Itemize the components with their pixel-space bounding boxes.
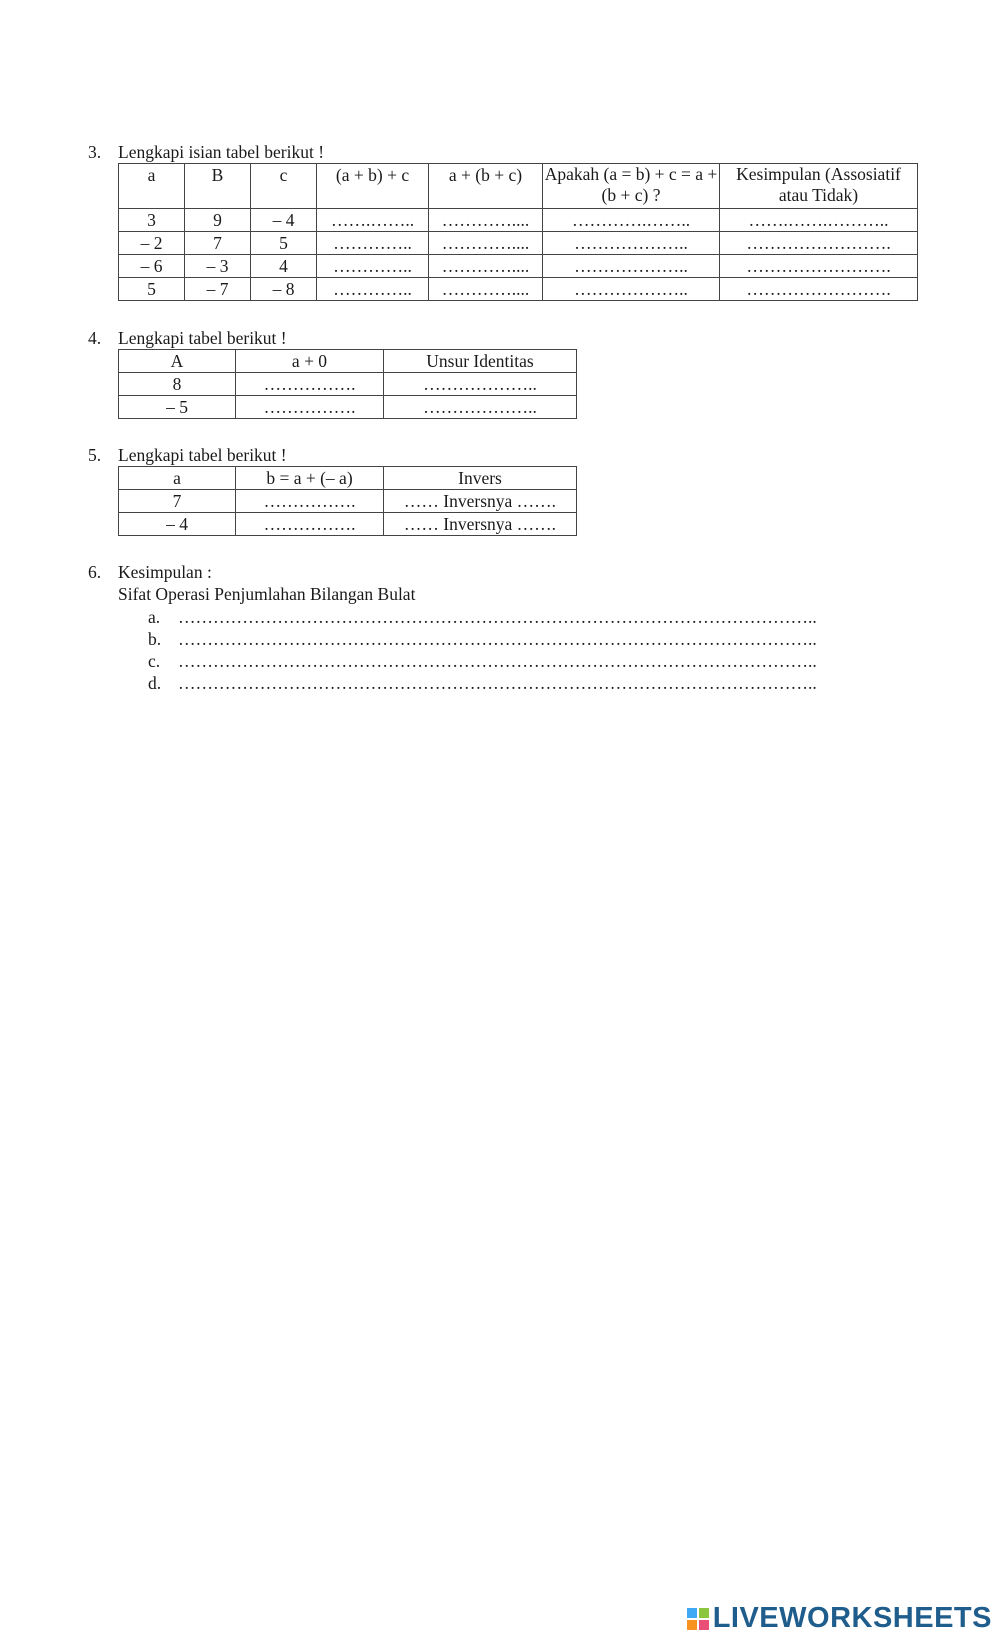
conclusion-subtitle: Sifat Operasi Penjumlahan Bilangan Bulat: [118, 584, 416, 604]
header-b: B: [185, 164, 251, 209]
question-title: Lengkapi tabel berikut !: [118, 445, 287, 465]
header-inverse: Invers: [384, 467, 577, 490]
answer-blank[interactable]: …………………….: [720, 255, 918, 278]
header-sum-right: a + (b + c): [429, 164, 543, 209]
answer-blank[interactable]: …… Inversnya …….: [384, 490, 577, 513]
table-row: [119, 373, 577, 396]
answer-blank[interactable]: ………………..: [384, 373, 577, 396]
cell-c: 5: [251, 232, 317, 255]
cell-a: – 2: [119, 232, 185, 255]
answer-blank[interactable]: …….…….………..: [720, 209, 918, 232]
list-label: d.: [148, 673, 162, 693]
answer-blank[interactable]: …………….: [236, 490, 384, 513]
cell-b: 7: [185, 232, 251, 255]
answer-blank[interactable]: …………..: [317, 255, 429, 278]
answer-blank[interactable]: ………….……..: [543, 209, 720, 232]
cell-c: – 8: [251, 278, 317, 301]
logo-square-green: [699, 1608, 709, 1618]
header-c: c: [251, 164, 317, 209]
answer-blank[interactable]: …………….: [236, 396, 384, 419]
answer-blank[interactable]: …………….: [236, 513, 384, 536]
answer-blank[interactable]: …………………….: [720, 232, 918, 255]
cell-a: 8: [119, 373, 236, 396]
answer-blank[interactable]: ………………..: [543, 255, 720, 278]
header-sum-left: (a + b) + c: [317, 164, 429, 209]
answer-blank[interactable]: …………....: [429, 278, 543, 301]
question-title: Lengkapi isian tabel berikut !: [118, 142, 325, 162]
cell-c: 4: [251, 255, 317, 278]
logo-square-blue: [687, 1608, 697, 1618]
answer-line[interactable]: ………………………………………………………………………………………………..: [178, 673, 817, 693]
logo-square-orange: [687, 1620, 697, 1630]
answer-line[interactable]: ………………………………………………………………………………………………..: [178, 629, 817, 649]
answer-line[interactable]: ………………………………………………………………………………………………..: [178, 607, 817, 627]
cell-a: 7: [119, 490, 236, 513]
table-row: [119, 513, 577, 536]
table-row: [119, 232, 918, 255]
cell-c: – 4: [251, 209, 317, 232]
cell-a: – 4: [119, 513, 236, 536]
header-question: Apakah (a = b) + c = a + (b + c) ?: [543, 164, 720, 209]
question-title: Lengkapi tabel berikut !: [118, 328, 287, 348]
answer-blank[interactable]: ………………..: [543, 232, 720, 255]
table-header-row: [119, 164, 918, 209]
answer-blank[interactable]: …………....: [429, 255, 543, 278]
cell-a: – 6: [119, 255, 185, 278]
header-conclusion: Kesimpulan (Assosiatif atau Tidak): [720, 164, 918, 209]
table-row: [119, 396, 577, 419]
answer-blank[interactable]: …………....: [429, 232, 543, 255]
cell-a: 5: [119, 278, 185, 301]
list-label: a.: [148, 607, 161, 627]
answer-line[interactable]: ………………………………………………………………………………………………..: [178, 651, 817, 671]
header-a: A: [119, 350, 236, 373]
header-a: a: [119, 467, 236, 490]
cell-b: – 7: [185, 278, 251, 301]
cell-b: – 3: [185, 255, 251, 278]
associative-table: [118, 163, 918, 301]
question-number: 3.: [88, 142, 102, 162]
cell-b: 9: [185, 209, 251, 232]
answer-blank[interactable]: …………………….: [720, 278, 918, 301]
list-label: c.: [148, 651, 161, 671]
table-row: [119, 490, 577, 513]
answer-blank[interactable]: …….……..: [317, 209, 429, 232]
question-number: 6.: [88, 562, 102, 582]
answer-blank[interactable]: …………..: [317, 232, 429, 255]
list-label: b.: [148, 629, 162, 649]
header-a-plus-0: a + 0: [236, 350, 384, 373]
question-title: Kesimpulan :: [118, 562, 212, 582]
answer-blank[interactable]: …………….: [236, 373, 384, 396]
brand-text: LIVEWORKSHEETS: [712, 1602, 992, 1634]
table-header-row: [119, 350, 577, 373]
cell-a: – 5: [119, 396, 236, 419]
question-number: 5.: [88, 445, 102, 465]
table-row: [119, 209, 918, 232]
header-a: a: [119, 164, 185, 209]
answer-blank[interactable]: …………..: [317, 278, 429, 301]
cell-a: 3: [119, 209, 185, 232]
table-row: [119, 255, 918, 278]
table-header-row: [119, 467, 577, 490]
header-identity: Unsur Identitas: [384, 350, 577, 373]
liveworksheets-logo: [687, 1602, 992, 1635]
header-b-formula: b = a + (– a): [236, 467, 384, 490]
question-number: 4.: [88, 328, 102, 348]
logo-square-pink: [699, 1620, 709, 1630]
answer-blank[interactable]: …… Inversnya …….: [384, 513, 577, 536]
table-row: [119, 278, 918, 301]
answer-blank[interactable]: …………....: [429, 209, 543, 232]
answer-blank[interactable]: ………………..: [543, 278, 720, 301]
identity-table: [118, 349, 577, 419]
logo-icon: [687, 1608, 709, 1630]
inverse-table: [118, 466, 577, 536]
answer-blank[interactable]: ………………..: [384, 396, 577, 419]
